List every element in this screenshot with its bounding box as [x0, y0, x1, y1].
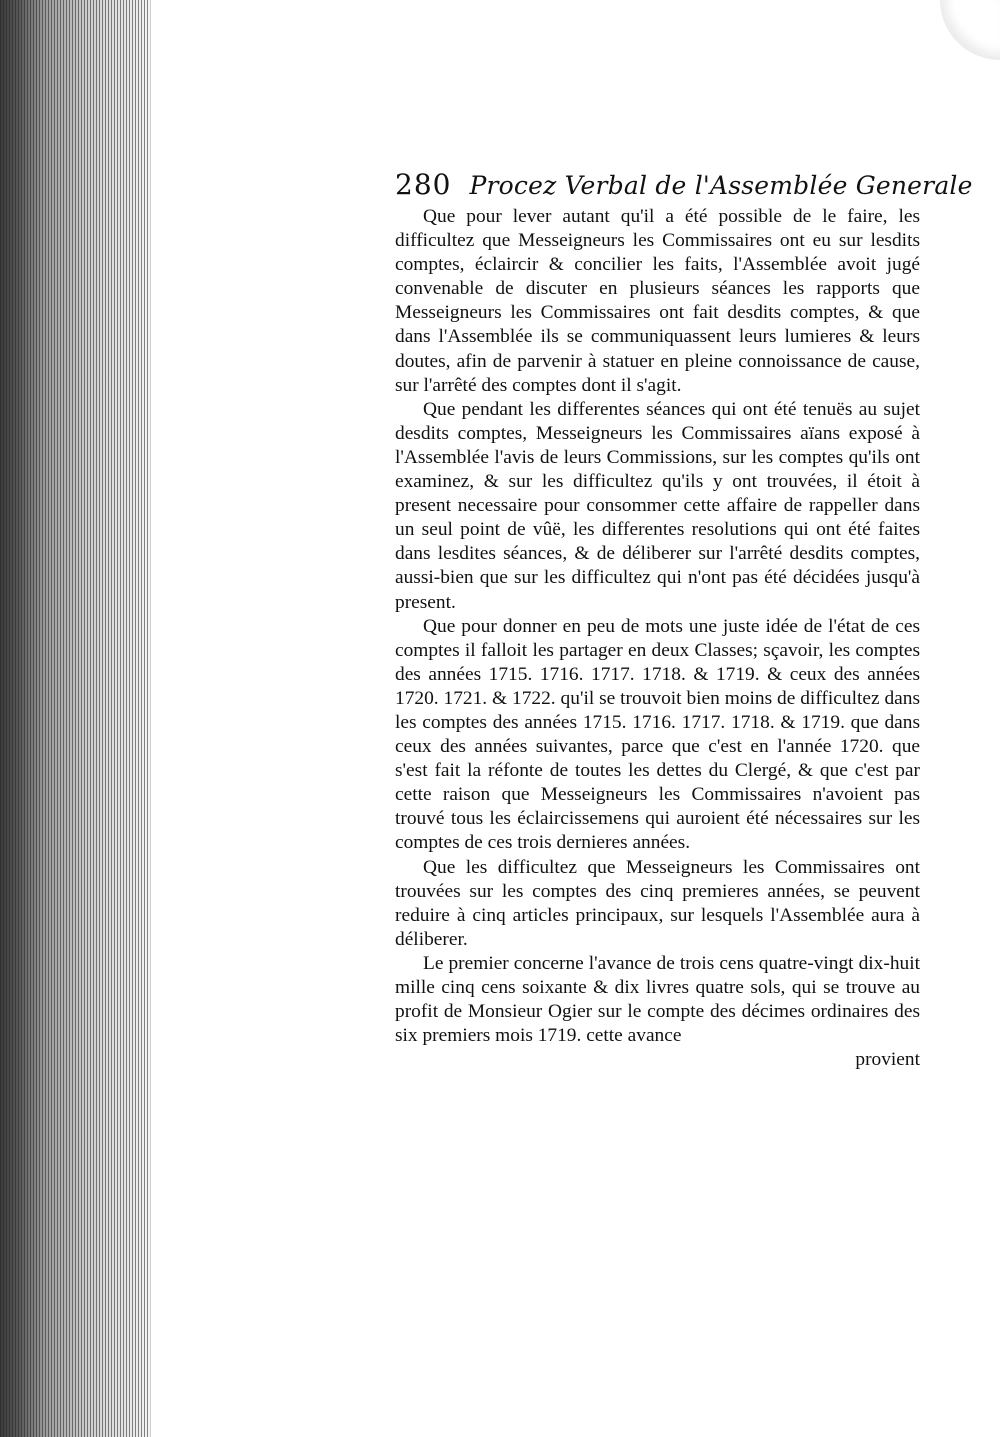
running-head: [395, 168, 973, 201]
page-edge: [150, 0, 151, 1437]
body-text: [395, 205, 920, 1048]
paragraph-5: Le premier concerne l'avance de trois cens quatre-vingt dix-huit mille cinq cens soixante & dix livres quatre sols, qui se trouve au profit de Monsieur Ogier sur le compte des décimes ordinaires des six premiers mois 1719. cette avance: [395, 952, 920, 1047]
paragraph-3: Que pour donner en peu de mots une juste idée de l'état de ces comptes il falloit les partager en deux Classes; sçavoir, les comptes des années 1715. 1716. 1717. 1718. & 1719. & ceux des années 1720. 1721. & 1722. qu'il se trouvoit bien moins de difficultez dans les comptes des années 1715. 1716. 1717. 1718. & 1719. que dans ceux des années suivantes, parce que c'est en l'année 1720. que s'est fait la réfonte de toutes les dettes du Clergé, & que c'est par cette raison que Messeigneurs les Commissaires n'avoient pas trouvé tous les éclaircissemens qui auroient été nécessaires sur les comptes de ces trois dernieres années.: [395, 615, 920, 854]
page-corner: [940, 0, 1000, 60]
catchword: provient: [855, 1049, 920, 1071]
page-content: [395, 168, 973, 1072]
paragraph-4: Que les difficultez que Messeigneurs les Commissaires ont trouvées sur les comptes des cinq premieres années, se peuvent reduire à cinq articles principaux, sur lesquels l'Assemblée aura à déliberer.: [395, 856, 920, 950]
paragraph-1: Que pour lever autant qu'il a été possible de le faire, les difficultez que Messeigneurs les Commissaires ont eu sur lesdits comptes, éclaircir & concilier les faits, l'Assemblée avoit jugé convenable de discuter en plusieurs séances les rapports que Messeigneurs les Commissaires ont fait desdits comptes, & que dans l'Assemblée ils se communiquassent leurs lumieres & leurs doutes, afin de parvenir à statuer en pleine connoissance de cause, sur l'arrêté des comptes dont il s'agit.: [395, 206, 920, 396]
paragraph-2: Que pendant les differentes séances qui ont été tenuës au sujet desdits comptes, Messeigneurs les Commissaires aïans exposé à l'Assemblée l'avis de leurs Commissions, sur les comptes qu'ils ont examinez, & sur les difficultez qu'ils y ont trouvées, il étoit à present necessaire pour consommer cette affaire de rappeller dans un seul point de vûë, les differentes resolutions qui ont été faites dans lesdites séances, & de déliberer sur l'arrêté desdits comptes, aussi-bien que sur les difficultez qui n'ont pas été décidées jusqu'à present.: [395, 398, 920, 613]
running-title: Procez Verbal de l'Assemblée Generale: [469, 171, 973, 200]
page-number: 280: [395, 168, 452, 201]
book-fore-edge: [0, 0, 150, 1437]
